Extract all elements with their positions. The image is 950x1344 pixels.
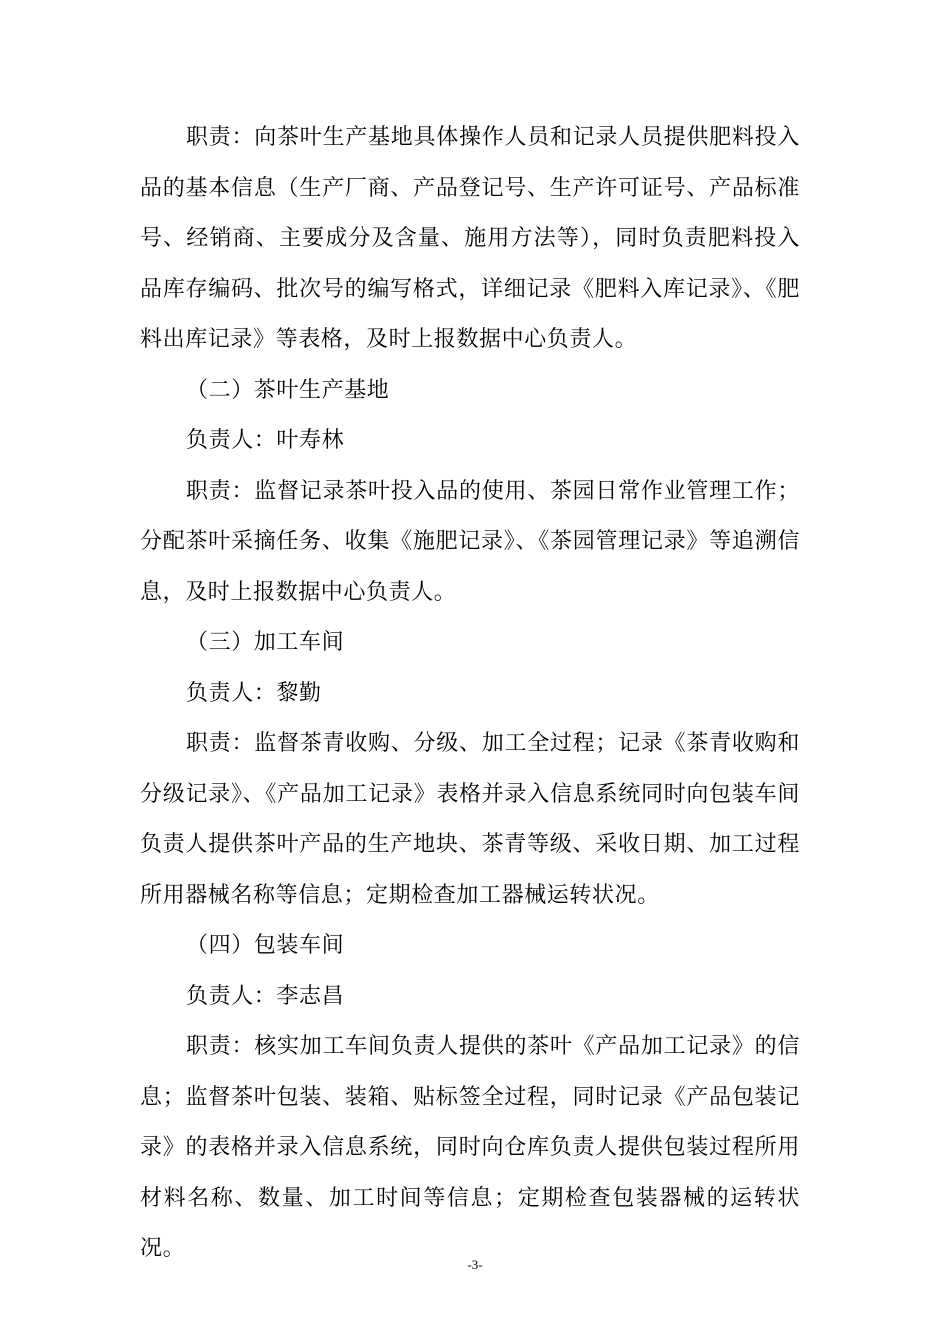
page-number: -3- <box>467 1257 483 1272</box>
paragraph-tea-base-duties: 职责：监督记录茶叶投入品的使用、茶园日常作业管理工作；分配茶叶采摘任务、收集《施肥记录》、《茶园管理记录》等追溯信息，及时上报数据中心负责人。 <box>140 478 800 605</box>
section-heading-packaging: （四）包装车间 <box>186 933 345 958</box>
section-heading-processing: （三）加工车间 <box>186 630 345 655</box>
paragraph-fertilizer-duties: 职责：向茶叶生产基地具体操作人员和记录人员提供肥料投入品的基本信息（生产厂商、产品登记号、生产许可证号、产品标准号、经销商、主要成分及含量、施用方法等），同时负责肥料投入品库存编码、批次号的编写格式，详细记录《肥料入库记录》、《肥料出库记录》等表格，及时上报数据中心负责人。 <box>140 125 800 352</box>
paragraph-packaging-duties: 职责：核实加工车间负责人提供的茶叶《产品加工记录》的信息；监督茶叶包装、装箱、贴标签全过程，同时记录《产品包装记录》的表格并录入信息系统，同时向仓库负责人提供包装过程所用材料名称、数量、加工时间等信息；定期检查包装器械的运转状况。 <box>140 1034 800 1261</box>
paragraph-processing-duties: 职责：监督茶青收购、分级、加工全过程；记录《茶青收购和分级记录》、《产品加工记录》表格并录入信息系统同时向包装车间负责人提供茶叶产品的生产地块、茶青等级、采收日期、加工过程所用器械名称等信息；定期检查加工器械运转状况。 <box>140 731 800 908</box>
paragraph-tea-base-manager: 负责人：叶寿林 <box>186 428 345 453</box>
section-heading-tea-base: （二）茶叶生产基地 <box>186 377 390 403</box>
paragraph-processing-manager: 负责人：黎勤 <box>186 680 322 706</box>
paragraph-packaging-manager: 负责人：李志昌 <box>186 983 345 1009</box>
document-body <box>140 113 800 1275</box>
